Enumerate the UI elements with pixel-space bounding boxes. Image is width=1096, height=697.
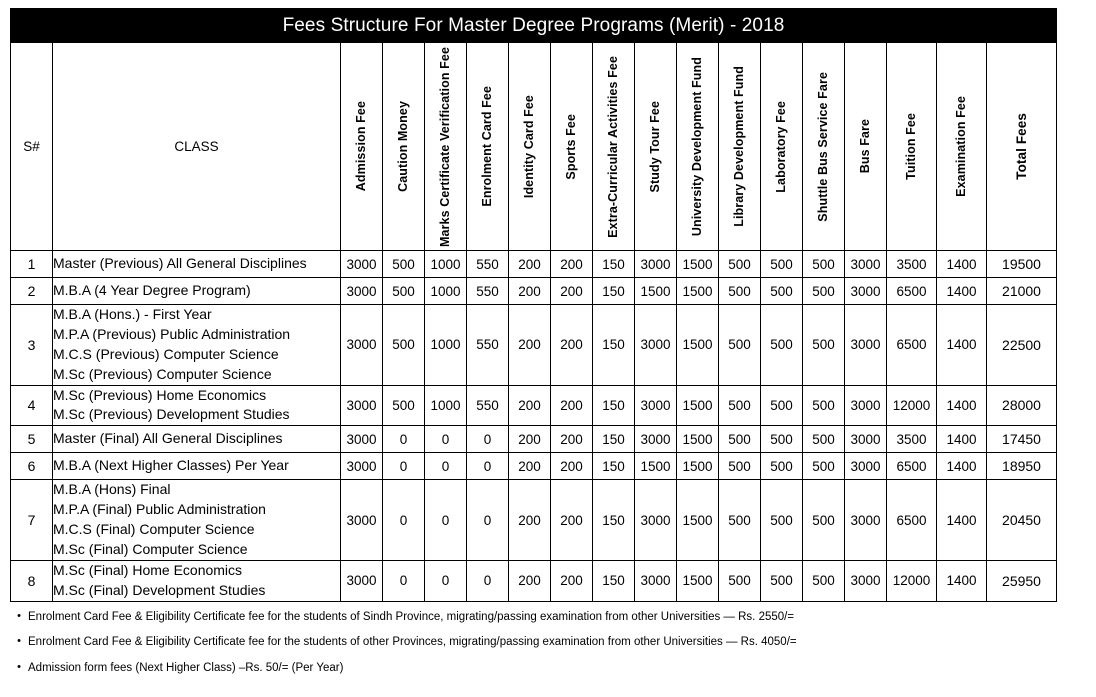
fee-value-cell: 200 [551, 305, 593, 386]
header-fee-column-label: Laboratory Fee [774, 100, 789, 193]
fee-value-cell: 200 [509, 480, 551, 561]
fee-value-cell: 0 [383, 426, 425, 453]
fee-value-cell: 3000 [341, 560, 383, 601]
fee-value-cell: 500 [803, 480, 845, 561]
page-title: Fees Structure For Master Degree Programs (Merit) - 2018 [11, 9, 1057, 43]
fee-value-cell: 1500 [635, 453, 677, 480]
fee-value-cell: 3000 [341, 385, 383, 426]
fee-value-cell: 1500 [677, 278, 719, 305]
fee-value-cell: 3000 [845, 426, 887, 453]
fee-value-cell: 500 [761, 480, 803, 561]
fee-value-cell: 1400 [937, 480, 987, 561]
fee-value-cell: 1500 [677, 560, 719, 601]
fee-value-cell: 3000 [341, 453, 383, 480]
header-fee-column [551, 43, 593, 251]
fee-value-cell: 3500 [887, 426, 937, 453]
fee-value-cell: 500 [719, 385, 761, 426]
row-class-name [53, 278, 341, 305]
row-total-fees: 21000 [987, 278, 1057, 305]
fee-value-cell: 550 [467, 385, 509, 426]
fee-value-cell: 1400 [937, 251, 987, 278]
fee-value-cell: 12000 [887, 560, 937, 601]
vertical-header-wrapper [803, 47, 844, 247]
fee-value-cell: 1400 [937, 426, 987, 453]
fee-value-cell: 200 [551, 453, 593, 480]
class-name-line: M.B.A (Next Higher Classes) Per Year [53, 457, 289, 474]
fee-value-cell: 3000 [845, 560, 887, 601]
fee-value-cell: 500 [761, 278, 803, 305]
header-fee-column-label: Shuttle Bus Service Fare [816, 71, 831, 222]
column-header-row [11, 43, 1057, 251]
header-fee-column [383, 43, 425, 251]
class-name-line: M.Sc (Final) Computer Science [53, 540, 248, 557]
fee-value-cell: 500 [719, 305, 761, 386]
fee-value-cell: 3000 [845, 480, 887, 561]
fee-value-cell: 1000 [425, 305, 467, 386]
class-name-line: M.Sc (Previous) Development Studies [53, 406, 290, 423]
fee-value-cell: 200 [551, 426, 593, 453]
fee-value-cell: 1400 [937, 385, 987, 426]
fee-value-cell: 3000 [845, 453, 887, 480]
fee-value-cell: 200 [509, 453, 551, 480]
table-row [11, 278, 1057, 305]
class-name-line: Master (Previous) All General Disciplines [53, 255, 307, 272]
header-fee-column-label: Identity Card Fee [522, 94, 537, 199]
class-name-line: M.Sc (Final) Development Studies [53, 581, 266, 598]
header-fee-column-label: Study Tour Fee [648, 100, 663, 193]
header-fee-column [803, 43, 845, 251]
class-name-line: M.Sc (Final) Home Economics [53, 561, 243, 578]
vertical-header-wrapper [593, 47, 634, 247]
header-fee-column [467, 43, 509, 251]
fee-value-cell: 150 [593, 385, 635, 426]
fee-value-cell: 500 [719, 278, 761, 305]
footnotes [10, 610, 1070, 686]
fee-value-cell: 3000 [845, 251, 887, 278]
title-row [11, 9, 1057, 43]
bullet-icon: • [17, 660, 21, 673]
vertical-header-wrapper [845, 47, 886, 247]
vertical-header-wrapper [551, 47, 592, 247]
fee-value-cell: 1500 [677, 305, 719, 386]
fee-value-cell: 1500 [677, 385, 719, 426]
fee-value-cell: 550 [467, 278, 509, 305]
row-class-name [53, 305, 341, 386]
fee-value-cell: 500 [719, 480, 761, 561]
table-row [11, 426, 1057, 453]
row-class-name [53, 480, 341, 561]
header-fee-column-label: Sports Fee [564, 113, 579, 180]
row-class-name [53, 453, 341, 480]
fee-value-cell: 1000 [425, 278, 467, 305]
fee-value-cell: 6500 [887, 278, 937, 305]
fee-value-cell: 1500 [677, 251, 719, 278]
header-fee-column-label: University Development Fund [690, 56, 705, 237]
fee-value-cell: 0 [467, 480, 509, 561]
footnote-item [10, 661, 1070, 675]
header-fee-column-label: Extra-Curricular Activities Fee [606, 55, 621, 238]
footnote-text: Enrolment Card Fee & Eligibility Certificate fee for the students of other Provinces, migrating/passing examination from other Universities — Rs. 4050/= [28, 636, 797, 649]
row-serial-number: 3 [11, 305, 53, 386]
vertical-header-wrapper [425, 47, 466, 247]
fee-value-cell: 1400 [937, 453, 987, 480]
class-name-line: M.Sc (Previous) Home Economics [53, 386, 267, 403]
row-serial-number: 8 [11, 560, 53, 601]
fee-value-cell: 500 [761, 453, 803, 480]
row-class-name [53, 385, 341, 426]
fee-value-cell: 3000 [635, 385, 677, 426]
row-total-fees: 17450 [987, 426, 1057, 453]
fee-value-cell: 0 [425, 453, 467, 480]
fee-value-cell: 500 [803, 560, 845, 601]
row-class-name [53, 251, 341, 278]
header-fee-column [887, 43, 937, 251]
fee-value-cell: 500 [719, 426, 761, 453]
row-total-fees: 20450 [987, 480, 1057, 561]
header-fee-column-label: Enrolment Card Fee [480, 86, 495, 207]
header-fee-column-label: Examination Fee [954, 96, 969, 197]
table-row [11, 305, 1057, 386]
footnote-text: Admission form fees (Next Higher Class) –Rs. 50/= (Per Year) [28, 661, 344, 674]
fee-value-cell: 200 [551, 560, 593, 601]
fee-value-cell: 200 [509, 305, 551, 386]
fee-value-cell: 150 [593, 426, 635, 453]
vertical-header-wrapper [383, 47, 424, 247]
fee-value-cell: 200 [509, 560, 551, 601]
fee-value-cell: 6500 [887, 305, 937, 386]
fee-value-cell: 0 [383, 480, 425, 561]
fee-value-cell: 1500 [677, 453, 719, 480]
header-fee-column [677, 43, 719, 251]
vertical-header-wrapper [467, 47, 508, 247]
vertical-header-wrapper [341, 47, 382, 247]
fee-value-cell: 0 [467, 426, 509, 453]
fee-value-cell: 500 [719, 560, 761, 601]
fee-value-cell: 1500 [677, 480, 719, 561]
fee-value-cell: 500 [761, 385, 803, 426]
fee-value-cell: 3000 [845, 385, 887, 426]
fee-value-cell: 150 [593, 251, 635, 278]
vertical-header-wrapper [987, 47, 1056, 247]
fee-value-cell: 500 [803, 305, 845, 386]
header-fee-column [593, 43, 635, 251]
bullet-icon: • [17, 635, 21, 648]
fee-value-cell: 200 [509, 251, 551, 278]
row-total-fees: 18950 [987, 453, 1057, 480]
fee-value-cell: 500 [803, 453, 845, 480]
fee-value-cell: 500 [761, 426, 803, 453]
row-total-fees: 25950 [987, 560, 1057, 601]
header-class: CLASS [53, 43, 341, 251]
class-name-line: M.B.A (Hons.) - First Year [53, 306, 212, 322]
table-row [11, 560, 1057, 601]
fee-value-cell: 3000 [845, 305, 887, 386]
vertical-header-wrapper [677, 47, 718, 247]
fee-value-cell: 550 [467, 251, 509, 278]
footnote-item [10, 635, 1070, 649]
footnote-item [10, 610, 1070, 624]
header-fee-column [425, 43, 467, 251]
fee-value-cell: 3000 [341, 251, 383, 278]
class-name-line: M.B.A (4 Year Degree Program) [53, 282, 251, 299]
fee-value-cell: 500 [383, 278, 425, 305]
fee-value-cell: 500 [803, 426, 845, 453]
fee-value-cell: 150 [593, 560, 635, 601]
fee-value-cell: 0 [467, 560, 509, 601]
class-name-line: M.Sc (Previous) Computer Science [53, 365, 272, 382]
row-serial-number: 7 [11, 480, 53, 561]
fee-value-cell: 1500 [677, 426, 719, 453]
class-name-line: M.C.S (Final) Computer Science [53, 521, 255, 537]
fee-value-cell: 0 [425, 426, 467, 453]
fee-value-cell: 12000 [887, 385, 937, 426]
class-name-line: M.P.A (Previous) Public Administration [53, 325, 291, 342]
fee-value-cell: 3000 [635, 305, 677, 386]
fee-value-cell: 3000 [845, 278, 887, 305]
table-row [11, 453, 1057, 480]
fees-table [10, 8, 1057, 602]
header-fee-column [635, 43, 677, 251]
fee-value-cell: 1400 [937, 278, 987, 305]
footnote-text: Enrolment Card Fee & Eligibility Certificate fee for the students of Sindh Province, migrating/passing examination from other Universities — Rs. 2550/= [28, 611, 795, 623]
fee-value-cell: 200 [509, 278, 551, 305]
fee-value-cell: 500 [383, 251, 425, 278]
fee-value-cell: 500 [803, 251, 845, 278]
fee-value-cell: 200 [551, 251, 593, 278]
class-name-line: Master (Final) All General Disciplines [53, 430, 283, 447]
vertical-header-wrapper [761, 47, 802, 247]
class-name-line: M.C.S (Previous) Computer Science [53, 345, 279, 362]
row-total-fees: 19500 [987, 251, 1057, 278]
table-row [11, 385, 1057, 426]
row-serial-number: 4 [11, 385, 53, 426]
table-row [11, 480, 1057, 561]
fee-value-cell: 3000 [341, 278, 383, 305]
fee-value-cell: 500 [761, 560, 803, 601]
header-serial-number: S# [11, 43, 53, 251]
header-fee-column [761, 43, 803, 251]
row-serial-number: 1 [11, 251, 53, 278]
table-row [11, 251, 1057, 278]
fee-value-cell: 500 [383, 385, 425, 426]
row-class-name [53, 426, 341, 453]
fee-value-cell: 500 [383, 305, 425, 386]
fee-value-cell: 150 [593, 480, 635, 561]
fee-value-cell: 500 [761, 305, 803, 386]
header-total-fees [987, 43, 1057, 251]
fee-value-cell: 200 [551, 385, 593, 426]
fee-value-cell: 0 [383, 560, 425, 601]
fee-value-cell: 3000 [341, 305, 383, 386]
vertical-header-wrapper [635, 47, 676, 247]
fee-value-cell: 150 [593, 453, 635, 480]
vertical-header-wrapper [719, 47, 760, 247]
vertical-header-wrapper [887, 47, 936, 247]
fee-value-cell: 500 [761, 251, 803, 278]
class-name-line: M.B.A (Hons) Final [53, 481, 171, 498]
fee-value-cell: 1400 [937, 560, 987, 601]
fee-value-cell: 1000 [425, 251, 467, 278]
bullet-icon: • [17, 610, 21, 622]
fee-value-cell: 1000 [425, 385, 467, 426]
fee-value-cell: 1400 [937, 305, 987, 386]
header-fee-column [719, 43, 761, 251]
fee-value-cell: 500 [803, 385, 845, 426]
fee-value-cell: 200 [551, 278, 593, 305]
vertical-header-wrapper [509, 47, 550, 247]
fee-value-cell: 200 [509, 426, 551, 453]
fee-value-cell: 3000 [635, 560, 677, 601]
header-fee-column [937, 43, 987, 251]
header-fee-column [845, 43, 887, 251]
header-fee-column-label: Marks Certificate Verification Fee [438, 46, 453, 247]
fee-value-cell: 0 [383, 453, 425, 480]
fee-value-cell: 150 [593, 278, 635, 305]
fee-value-cell: 0 [467, 453, 509, 480]
fee-value-cell: 150 [593, 305, 635, 386]
header-total-fees-label: Total Fees [1013, 113, 1029, 180]
fee-value-cell: 3000 [635, 480, 677, 561]
fee-value-cell: 0 [425, 560, 467, 601]
fee-value-cell: 500 [719, 453, 761, 480]
header-fee-column-label: Bus Fare [858, 119, 873, 174]
row-serial-number: 5 [11, 426, 53, 453]
header-fee-column-label: Tuition Fee [904, 113, 919, 180]
vertical-header-wrapper [937, 47, 986, 247]
class-name-line: M.P.A (Final) Public Administration [53, 501, 266, 518]
row-total-fees: 28000 [987, 385, 1057, 426]
header-fee-column [509, 43, 551, 251]
header-fee-column [341, 43, 383, 251]
header-fee-column-label: Admission Fee [354, 101, 369, 192]
fee-value-cell: 1500 [635, 278, 677, 305]
fee-value-cell: 3000 [635, 251, 677, 278]
fee-value-cell: 200 [509, 385, 551, 426]
fee-value-cell: 0 [425, 480, 467, 561]
header-fee-column-label: Library Development Fund [732, 66, 747, 227]
row-serial-number: 2 [11, 278, 53, 305]
fee-value-cell: 550 [467, 305, 509, 386]
fee-value-cell: 6500 [887, 480, 937, 561]
fee-value-cell: 6500 [887, 453, 937, 480]
fee-value-cell: 3500 [887, 251, 937, 278]
row-class-name [53, 560, 341, 601]
row-total-fees: 22500 [987, 305, 1057, 386]
header-fee-column-label: Caution Money [396, 101, 411, 192]
row-serial-number: 6 [11, 453, 53, 480]
fee-value-cell: 3000 [635, 426, 677, 453]
fee-value-cell: 500 [719, 251, 761, 278]
fee-value-cell: 3000 [341, 480, 383, 561]
fee-value-cell: 3000 [341, 426, 383, 453]
fee-value-cell: 200 [551, 480, 593, 561]
fees-table-container [10, 8, 1041, 602]
fee-value-cell: 500 [803, 278, 845, 305]
